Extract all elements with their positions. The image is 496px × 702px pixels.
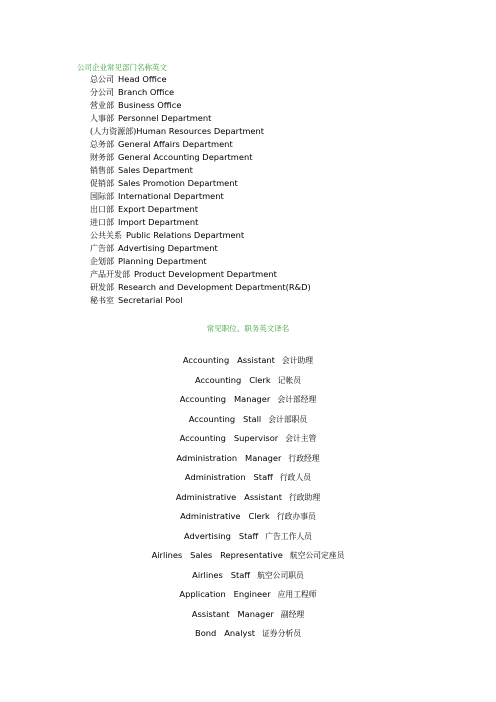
- position-en: Accounting Clerk: [194, 374, 271, 385]
- position-en: Accounting Stall: [188, 413, 262, 424]
- position-item: [0, 390, 496, 410]
- position-en: Assistant Manager: [191, 608, 274, 619]
- position-en: Administrative Clerk: [180, 511, 270, 521]
- department-cn: 国际部: [90, 192, 114, 201]
- position-cn: 副经理: [280, 609, 305, 619]
- position-cn: 航空公司定座员: [289, 551, 345, 560]
- department-cn: 进口部: [90, 218, 114, 227]
- department-item: [90, 255, 311, 268]
- position-en: Advertising Staff: [184, 530, 259, 541]
- department-en: Branch Office: [118, 87, 175, 97]
- position-en: Airlines Sales Representative: [151, 550, 283, 560]
- position-en: Accounting Manager: [179, 394, 271, 404]
- department-en: General Affairs Department: [118, 139, 233, 149]
- position-list: [0, 351, 496, 644]
- department-en: Sales Department: [118, 165, 193, 175]
- department-item: [90, 164, 311, 177]
- position-item: [0, 429, 496, 449]
- position-item: [0, 410, 496, 430]
- position-cn: 广告工作人员: [265, 531, 312, 541]
- department-en: Import Department: [118, 217, 199, 227]
- department-item: [90, 112, 311, 125]
- department-cn: 促销部: [90, 179, 114, 188]
- position-item: [0, 566, 496, 586]
- department-cn: 企划部: [90, 257, 114, 266]
- department-item: [90, 125, 311, 138]
- department-item: [90, 138, 311, 151]
- department-cn: 产品开发部: [90, 270, 130, 279]
- department-en: Sales Promotion Department: [118, 178, 238, 188]
- department-cn: 总公司: [90, 75, 114, 84]
- positions-heading: 常见职位、职务英文译名: [206, 324, 290, 333]
- department-cn: 总务部: [90, 140, 114, 149]
- department-cn: (人力资源部): [90, 127, 137, 136]
- department-cn: 财务部: [90, 153, 114, 162]
- department-cn: 秘书室: [90, 296, 114, 305]
- department-item: [90, 177, 311, 190]
- department-cn: 出口部: [90, 205, 114, 214]
- position-item: [0, 507, 496, 527]
- department-item: [90, 281, 311, 294]
- department-cn: 人事部: [90, 114, 114, 123]
- department-en: Business Office: [118, 100, 182, 110]
- position-item: [0, 605, 496, 625]
- department-item: [90, 190, 311, 203]
- position-en: Administration Manager: [176, 452, 282, 463]
- position-item: [0, 371, 496, 391]
- department-en: Personnel Department: [118, 113, 212, 123]
- position-en: Accounting Assistant: [182, 355, 275, 365]
- position-item: [0, 488, 496, 508]
- department-en: Secretarial Pool: [118, 295, 183, 305]
- department-item: [90, 216, 311, 229]
- department-item: [90, 229, 311, 242]
- position-cn: 会计部职员: [268, 414, 308, 424]
- position-cn: 行政办事员: [276, 512, 316, 521]
- position-cn: 行政经理: [288, 453, 320, 463]
- position-cn: 会计主管: [285, 434, 317, 443]
- department-cn: 销售部: [90, 166, 114, 175]
- position-en: Airlines Staff: [192, 569, 251, 580]
- position-item: [0, 468, 496, 488]
- department-en: International Department: [118, 191, 224, 201]
- department-cn: 广告部: [90, 244, 114, 253]
- position-item: [0, 527, 496, 547]
- department-item: [90, 99, 311, 112]
- position-en: Accounting Supervisor: [179, 433, 279, 443]
- position-cn: 会计部经理: [277, 395, 317, 404]
- position-cn: 行政助理: [288, 492, 321, 502]
- position-en: Application Engineer: [179, 589, 271, 599]
- position-cn: 应用工程师: [277, 590, 317, 599]
- department-cn: 研发部: [90, 283, 114, 292]
- department-en: Research and Development Department(R&D): [118, 282, 311, 292]
- department-en: Product Development Department: [134, 269, 277, 279]
- position-cn: 记帐员: [277, 375, 302, 385]
- department-cn: 营业部: [90, 101, 114, 110]
- position-en: Bond Analyst: [195, 628, 256, 638]
- department-en: Public Relations Department: [126, 230, 245, 240]
- department-item: [90, 203, 311, 216]
- position-item: [0, 585, 496, 605]
- position-en: Administrative Assistant: [175, 491, 282, 502]
- position-item: [0, 624, 496, 644]
- position-cn: 证券分析员: [262, 629, 301, 638]
- department-en: Planning Department: [118, 256, 207, 266]
- department-cn: 分公司: [90, 88, 114, 97]
- department-item: [90, 73, 311, 86]
- department-item: [90, 268, 311, 281]
- position-cn: 航空公司职员: [257, 570, 304, 580]
- departments-heading: 公司企业常见部门名称英文: [77, 63, 167, 72]
- position-item: [0, 449, 496, 469]
- department-en: Advertising Department: [118, 243, 218, 253]
- position-cn: 会计助理: [281, 356, 314, 365]
- department-item: [90, 294, 311, 307]
- department-item: [90, 242, 311, 255]
- position-cn: 行政人员: [279, 473, 312, 482]
- department-cn: 公共关系: [90, 231, 122, 240]
- department-en: Export Department: [118, 204, 199, 214]
- department-en: Head Office: [118, 74, 167, 84]
- department-en: Human Resources Department: [136, 126, 265, 136]
- department-en: General Accounting Department: [118, 152, 253, 162]
- department-item: [90, 151, 311, 164]
- department-item: [90, 86, 311, 99]
- position-en: Administration Staff: [184, 472, 273, 482]
- department-list: [90, 73, 311, 307]
- position-item: [0, 546, 496, 566]
- position-item: [0, 351, 496, 371]
